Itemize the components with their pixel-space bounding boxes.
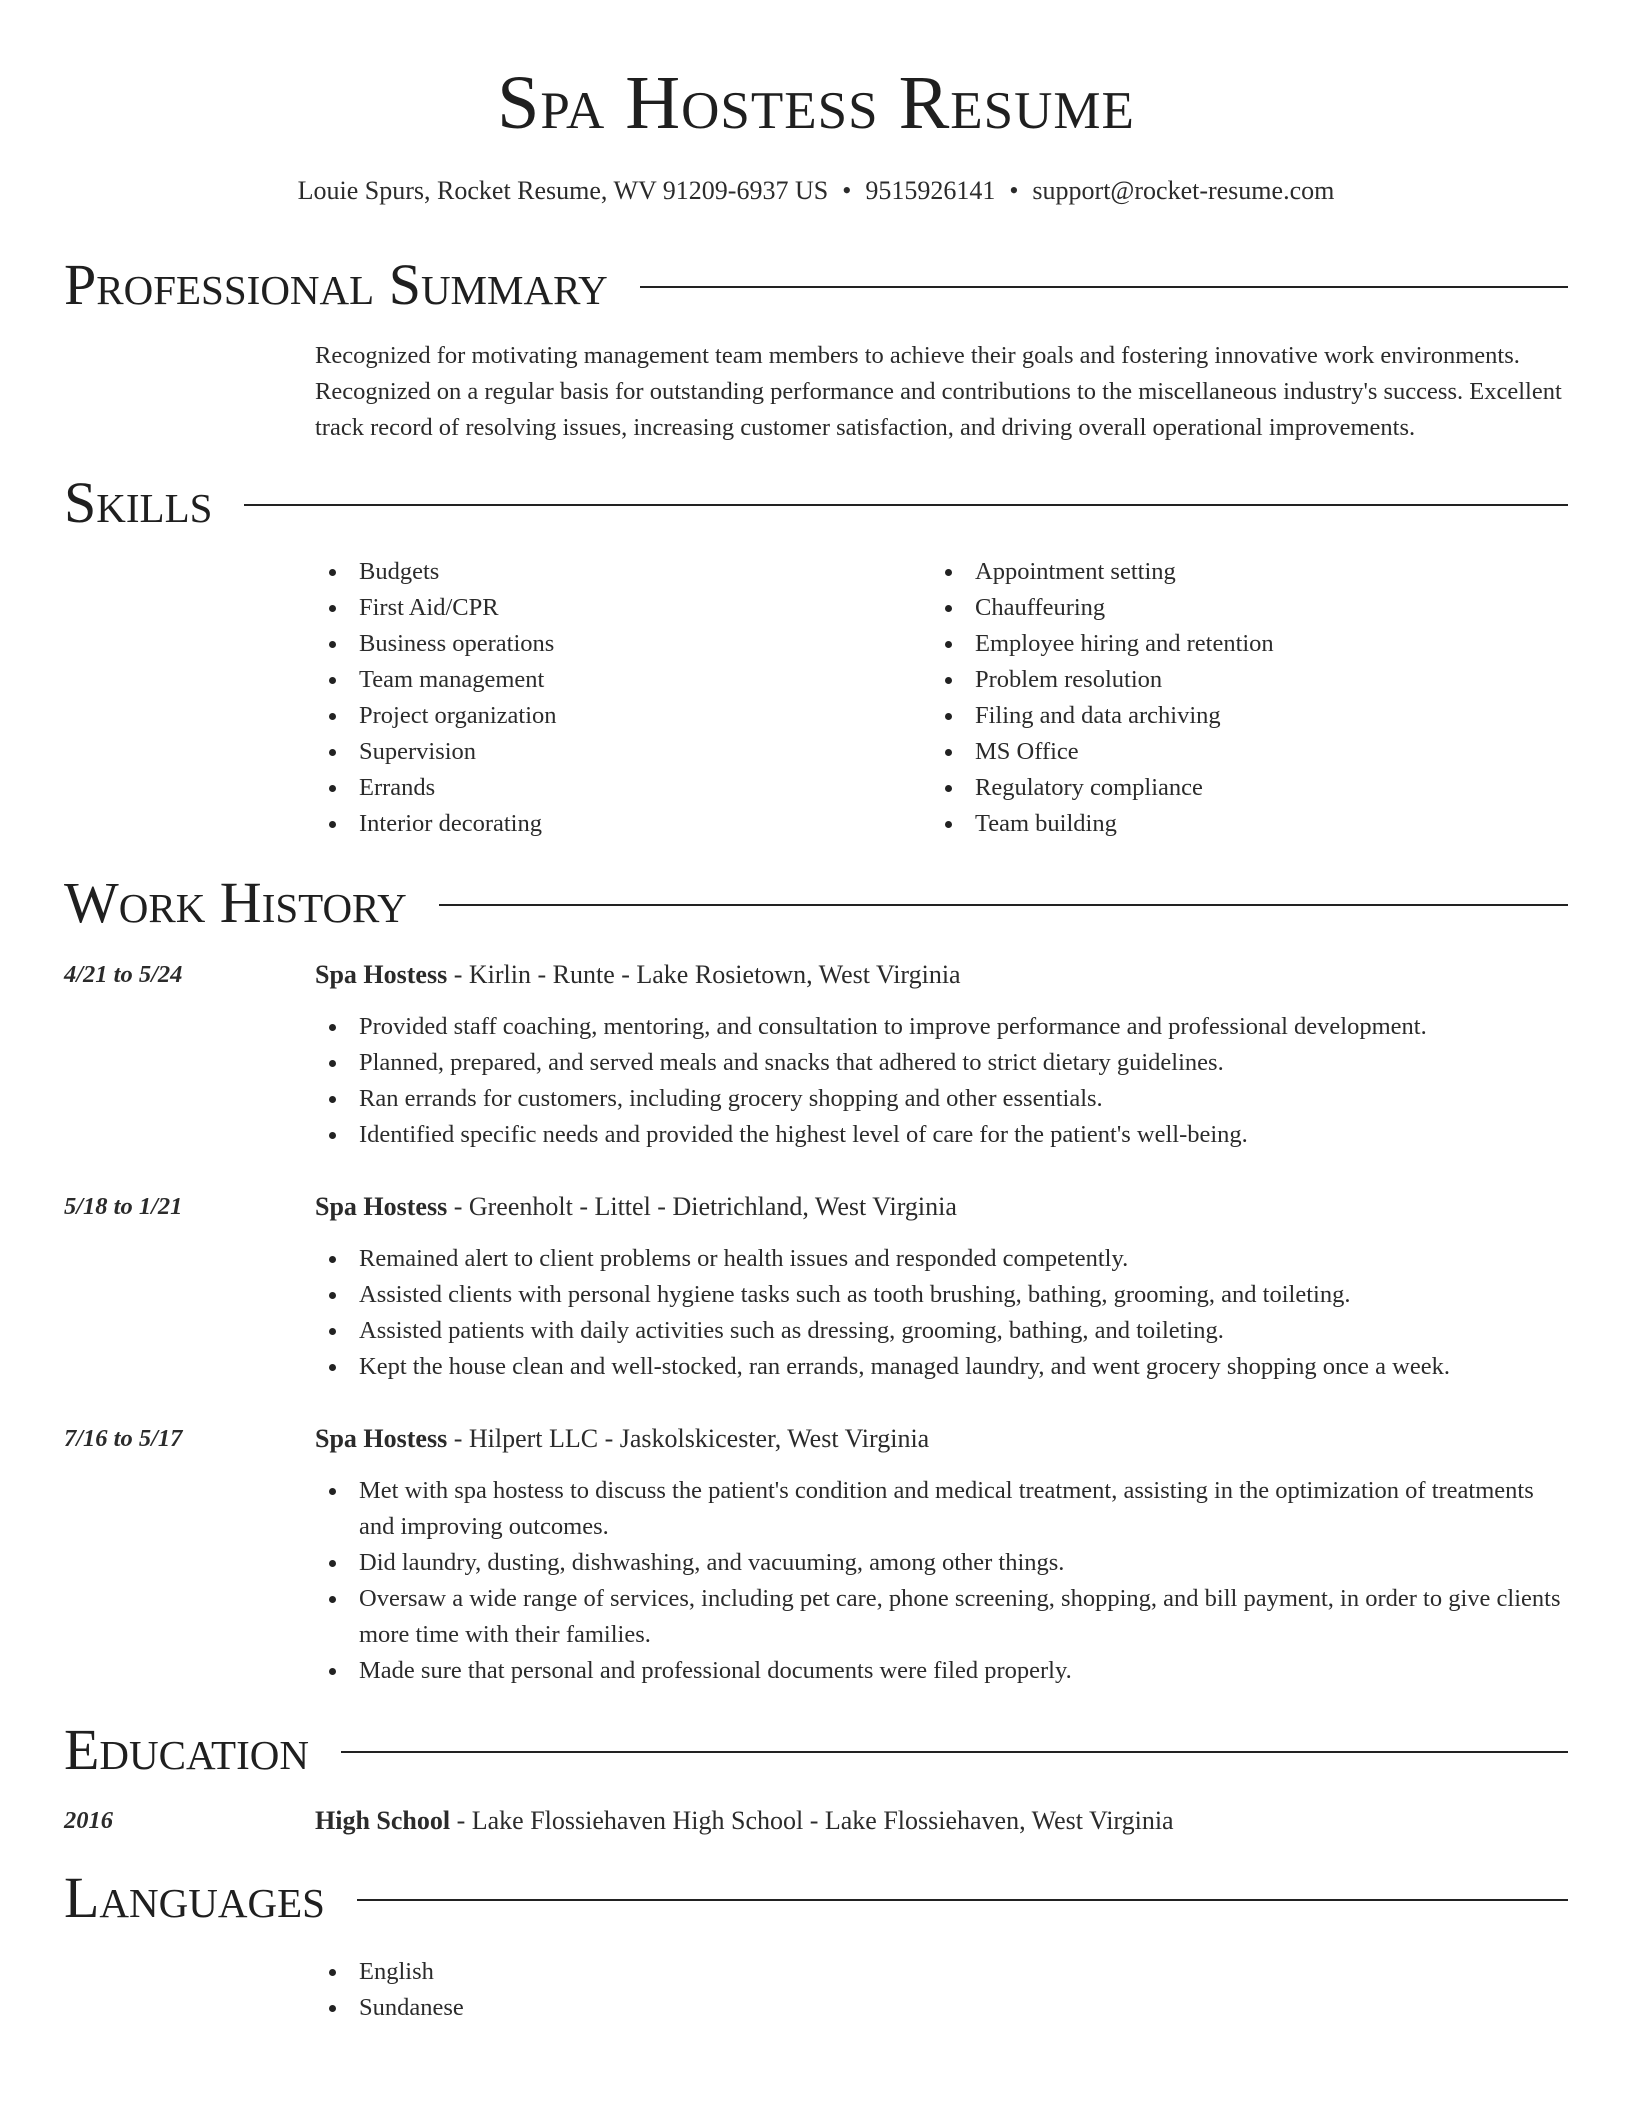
- education-line: [315, 1803, 1174, 1839]
- section-header-skills: [64, 468, 1568, 538]
- skill-item: First Aid/CPR: [315, 590, 557, 626]
- section-header-work: [64, 868, 1568, 938]
- section-title-languages: Languages: [64, 1865, 325, 1930]
- section-divider: [341, 1751, 1568, 1753]
- job-bullet: Planned, prepared, and served meals and snacks that adhered to strict dietary guidelines.: [315, 1045, 1575, 1081]
- contact-separator: •: [1009, 176, 1019, 205]
- skill-item: Employee hiring and retention: [931, 626, 1274, 662]
- contact-address: Louie Spurs, Rocket Resume, WV 91209-6937 US: [297, 176, 829, 205]
- section-title-education: Education: [64, 1717, 309, 1782]
- skill-item: MS Office: [931, 734, 1274, 770]
- summary-text: Recognized for motivating management team members to achieve their goals and fostering innovative work environments. Recognized on a regular basis for outstanding performance and contributions to the miscellaneous industry's success. Excellent track record of resolving issues, increasing customer satisfaction, and driving overall operational improvements.: [315, 342, 1562, 441]
- job-bullet: Assisted clients with personal hygiene tasks such as tooth brushing, bathing, grooming, and toileting.: [315, 1277, 1575, 1313]
- skill-item: Supervision: [315, 734, 557, 770]
- skill-item: Budgets: [315, 554, 557, 590]
- skills-list-right: [931, 554, 1274, 842]
- education-year: 2016: [64, 1807, 113, 1834]
- job-title-line: [315, 957, 961, 993]
- job-bullet: Remained alert to client problems or health issues and responded competently.: [315, 1241, 1575, 1277]
- job-dates: 7/16 to 5/17: [64, 1425, 183, 1452]
- job-bullet: Oversaw a wide range of services, including pet care, phone screening, shopping, and bill payment, in order to give clients more time with their families.: [315, 1581, 1575, 1653]
- languages-list: [315, 1954, 1575, 2026]
- skill-item: Team management: [315, 662, 557, 698]
- contact-line: [0, 174, 1632, 208]
- section-divider: [439, 904, 1568, 906]
- section-header-summary: [64, 250, 1568, 320]
- education-school: - Lake Flossiehaven High School - Lake Flossiehaven, West Virginia: [450, 1806, 1174, 1835]
- skill-item: Chauffeuring: [931, 590, 1274, 626]
- skill-item: Project organization: [315, 698, 557, 734]
- skill-item: Filing and data archiving: [931, 698, 1274, 734]
- skill-item: Appointment setting: [931, 554, 1274, 590]
- contact-email: support@rocket-resume.com: [1032, 176, 1335, 205]
- skill-item: Errands: [315, 770, 557, 806]
- job-role: Spa Hostess: [315, 1424, 448, 1453]
- job-bullets: [315, 1009, 1575, 1153]
- job-bullet: Identified specific needs and provided the highest level of care for the patient's well-being.: [315, 1117, 1575, 1153]
- job-title-line: [315, 1421, 929, 1457]
- job-role: Spa Hostess: [315, 960, 448, 989]
- contact-phone: 9515926141: [865, 176, 996, 205]
- job-role: Spa Hostess: [315, 1192, 448, 1221]
- section-divider: [640, 286, 1568, 288]
- job-dates: 4/21 to 5/24: [64, 961, 183, 988]
- job-bullet: Assisted patients with daily activities such as dressing, grooming, bathing, and toileting.: [315, 1313, 1575, 1349]
- job-bullets: [315, 1473, 1575, 1689]
- job-title-line: [315, 1189, 957, 1225]
- section-divider: [357, 1899, 1568, 1901]
- skill-item: Interior decorating: [315, 806, 557, 842]
- section-title-summary: Professional Summary: [64, 252, 608, 317]
- skill-item: Problem resolution: [931, 662, 1274, 698]
- job-bullet: Met with spa hostess to discuss the patient's condition and medical treatment, assisting in the optimization of treatments and improving outcomes.: [315, 1473, 1575, 1545]
- section-title-skills: Skills: [64, 470, 213, 535]
- job-bullets: [315, 1241, 1575, 1385]
- resume-title: Spa Hostess Resume: [497, 61, 1135, 145]
- job-bullet: Did laundry, dusting, dishwashing, and vacuuming, among other things.: [315, 1545, 1575, 1581]
- contact-separator: •: [842, 176, 852, 205]
- job-bullet: Made sure that personal and professional documents were filed properly.: [315, 1653, 1575, 1689]
- job-bullet: Provided staff coaching, mentoring, and consultation to improve performance and professional development.: [315, 1009, 1575, 1045]
- section-header-languages: [64, 1863, 1568, 1933]
- skill-item: Regulatory compliance: [931, 770, 1274, 806]
- job-dates: 5/18 to 1/21: [64, 1193, 183, 1220]
- language-item: English: [315, 1954, 1575, 1990]
- job-bullet: Ran errands for customers, including grocery shopping and other essentials.: [315, 1081, 1575, 1117]
- skills-list-left: [315, 554, 557, 842]
- job-employer: - Greenholt - Littel - Dietrichland, West Virginia: [447, 1192, 957, 1221]
- job-employer: - Hilpert LLC - Jaskolskicester, West Virginia: [447, 1424, 930, 1453]
- job-bullet: Kept the house clean and well-stocked, ran errands, managed laundry, and went grocery shopping once a week.: [315, 1349, 1575, 1385]
- education-degree: High School: [315, 1806, 451, 1835]
- section-header-education: [64, 1715, 1568, 1785]
- language-item: Sundanese: [315, 1990, 1575, 2026]
- section-title-work: Work History: [64, 870, 407, 935]
- skill-item: Team building: [931, 806, 1274, 842]
- job-employer: - Kirlin - Runte - Lake Rosietown, West Virginia: [447, 960, 961, 989]
- section-divider: [244, 504, 1568, 506]
- skill-item: Business operations: [315, 626, 557, 662]
